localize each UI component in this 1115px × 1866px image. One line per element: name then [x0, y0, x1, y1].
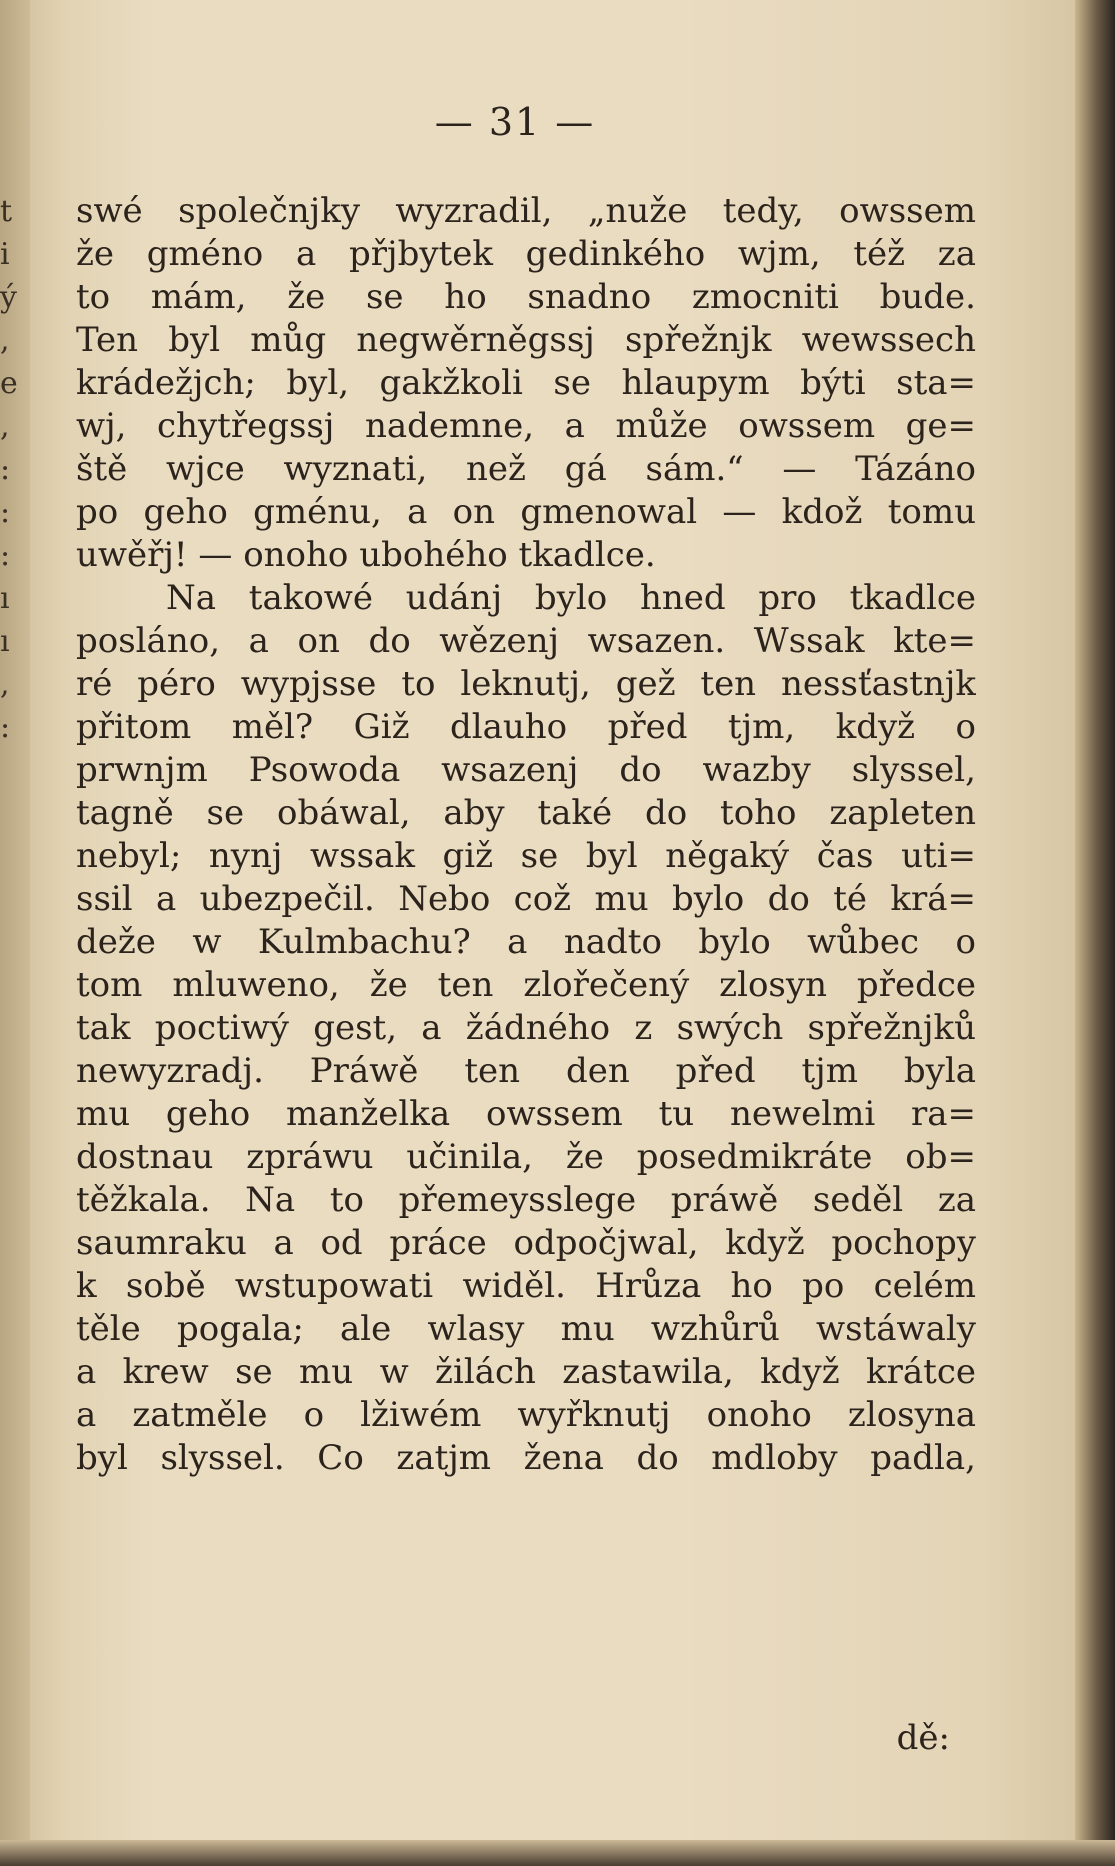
text-line: ré péro wypjsse to leknutj, gež ten nessťastnjk — [76, 664, 976, 704]
text-line: dostnau zpráwu učinila, že posedmikráte ob= — [76, 1137, 976, 1177]
previous-page-line-endings — [0, 190, 30, 749]
text-line: to mám, že se ho snadno zmocniti bude. — [76, 277, 976, 317]
gutter-mark: : — [0, 538, 11, 573]
text-line: že gméno a přjbytek gedinkého wjm, též za — [76, 234, 976, 274]
catchword: dě: — [896, 1718, 950, 1758]
text-line: a zatměle o lžiwém wyřknutj onoho zlosyna — [76, 1395, 976, 1435]
gutter-mark: : — [0, 495, 11, 530]
book-edge-shadow — [1075, 0, 1115, 1866]
gutter-mark: t — [0, 194, 13, 229]
text-line: tak poctiwý gest, a žádného z swých spřežnjků — [76, 1008, 976, 1048]
text-line: posláno, a on do wězenj wsazen. Wssak kte= — [76, 621, 976, 661]
text-line: a krew se mu w žilách zastawila, když krátce — [76, 1352, 976, 1392]
text-line: saumraku a od práce odpočjwal, když pochopy — [76, 1223, 976, 1263]
text-line: mu geho manželka owssem tu newelmi ra= — [76, 1094, 976, 1134]
text-line: ssil a ubezpečil. Nebo což mu bylo do té krá= — [76, 879, 976, 919]
gutter-mark: , — [0, 323, 10, 358]
gutter-mark: , — [0, 667, 10, 702]
text-line: tagně se obáwal, aby také do toho zapleten — [76, 793, 976, 833]
gutter-mark: ý — [0, 280, 17, 315]
text-line: wj, chytřegssj nademne, a může owssem ge= — [76, 406, 976, 446]
text-line: prwnjm Psowoda wsazenj do wazby slyssel, — [76, 750, 976, 790]
page-number: — 31 — — [434, 100, 596, 144]
text-line: uwěřj! — onoho ubohého tkadlce. — [76, 535, 656, 575]
previous-page-edge — [0, 0, 30, 1866]
gutter-mark: ı — [0, 581, 10, 616]
book-bottom-shadow — [0, 1840, 1115, 1866]
text-line: k sobě wstupowati widěl. Hrůza ho po celém — [76, 1266, 976, 1306]
text-line: Na takowé udánj bylo hned pro tkadlce — [166, 578, 976, 618]
text-line: krádežjch; byl, gakžkoli se hlaupym býti sta= — [76, 363, 976, 403]
text-line: těžkala. Na to přemeysslege práwě seděl za — [76, 1180, 976, 1220]
gutter-mark: i — [0, 237, 10, 272]
text-line: přitom měl? Giž dlauho před tjm, když o — [76, 707, 976, 747]
gutter-mark: : — [0, 710, 11, 745]
text-line: swé společnjky wyzradil, „nuže tedy, owssem — [76, 191, 976, 231]
text-line: ště wjce wyznati, než gá sám.“ — Tázáno — [76, 449, 976, 489]
text-line: deže w Kulmbachu? a nadto bylo wůbec o — [76, 922, 976, 962]
text-line: byl slyssel. Co zatjm žena do mdloby padla, — [76, 1438, 976, 1478]
text-line: těle pogala; ale wlasy mu wzhůrů wstáwaly — [76, 1309, 976, 1349]
text-line: nebyl; nynj wssak giž se byl něgaký čas uti= — [76, 836, 976, 876]
gutter-mark: e — [0, 366, 18, 401]
gutter-mark: , — [0, 409, 10, 444]
text-line: Ten byl můg negwěrněgssj spřežnjk wewssech — [76, 320, 976, 360]
text-line: po geho gménu, a on gmenowal — kdož tomu — [76, 492, 976, 532]
text-line: newyzradj. Práwě ten den před tjm byla — [76, 1051, 976, 1091]
gutter-mark: : — [0, 452, 11, 487]
body-text — [76, 190, 976, 1480]
gutter-mark: ı — [0, 624, 10, 659]
text-line: tom mluweno, že ten zlořečený zlosyn předce — [76, 965, 976, 1005]
